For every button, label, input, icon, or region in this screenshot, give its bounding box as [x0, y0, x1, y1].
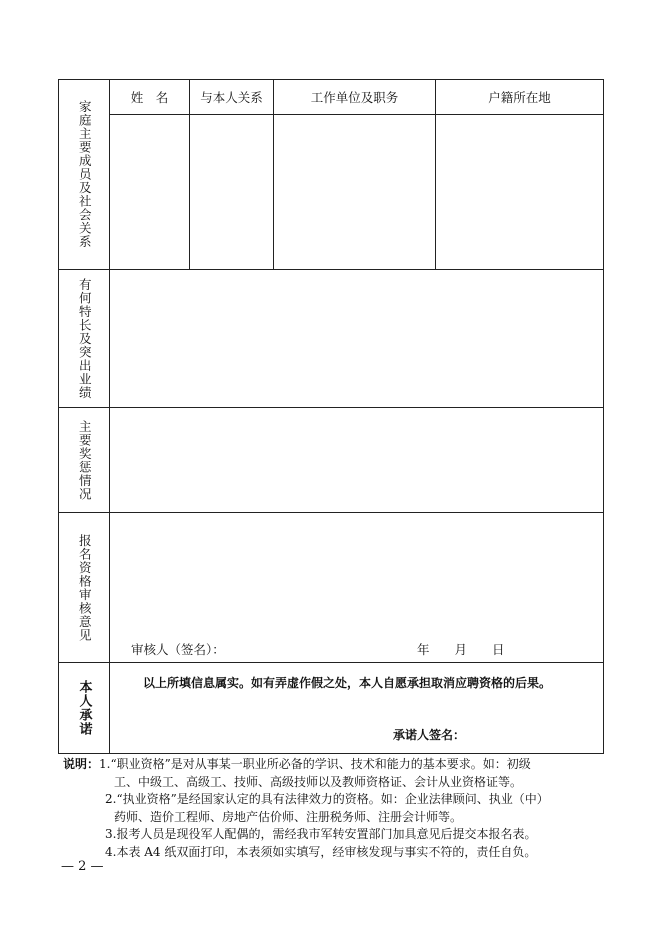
section-divider-review — [59, 662, 603, 663]
col-header-relation: 与本人关系 — [200, 90, 263, 105]
note-1-text-a: 1.“职业资格”是对从事某一职业所必备的学识、技术和能力的基本要求。如：初级 — [99, 757, 531, 771]
specialty-label-text: 有何特长及突出业绩 — [77, 277, 93, 400]
registration-form-table — [58, 79, 604, 754]
page-number: — 2 — — [61, 859, 104, 874]
section-divider-awards — [59, 512, 603, 513]
pledge-signer-label: 承诺人签名： — [393, 728, 466, 742]
family-section-label — [59, 80, 109, 269]
section-divider-specialty — [59, 407, 603, 408]
specialty-section-label — [59, 270, 109, 407]
notes-section — [63, 756, 608, 861]
note-3: 3.报考人员是现役军人配偶的，需经我市军转安置部门加具意见后提交本报名表。 — [105, 827, 537, 841]
label-column-divider — [109, 80, 110, 753]
pledge-label-text: 本人承诺 — [76, 680, 92, 736]
review-label-text: 报名资格审核意见 — [77, 533, 93, 642]
review-section-label — [59, 513, 109, 662]
header-row-divider — [109, 114, 603, 115]
col-header-name: 姓 名 — [130, 90, 169, 105]
awards-section-label — [59, 408, 109, 512]
note-4: 4.本表 A4 纸双面打印，本表须如实填写，经审核发现与事实不符的，责任自负。 — [105, 844, 537, 859]
awards-label-text: 主要奖惩情况 — [77, 419, 93, 501]
reviewer-signature-label: 审核人（签名）： — [131, 642, 225, 657]
note-1-line-2: 工、中级工、高级工、技师、高级技师以及教师资格证、会计从业资格证等。 — [114, 774, 523, 789]
pledge-statement: 以上所填信息属实。如有弄虚作假之处，本人自愿承担取消应聘资格的后果。 — [143, 676, 552, 690]
notes-title: 说明： — [63, 757, 100, 771]
review-date-label: 年 月 日 — [417, 642, 505, 657]
note-1-line-1 — [63, 756, 608, 774]
note-2-line-2: 药师、造价工程师、房地产估价师、注册税务师、注册会计师等。 — [114, 809, 463, 824]
col-header-residence: 户籍所在地 — [488, 90, 551, 105]
pledge-section-label — [59, 663, 109, 753]
col-header-workplace: 工作单位及职务 — [310, 90, 399, 105]
note-2-line-1: 2.“执业资格”是经国家认定的具有法律效力的资格。如：企业法律顾问、执业（中） — [105, 792, 549, 806]
section-divider-family — [59, 269, 603, 270]
family-label-text: 家庭主要成员及社会关系 — [77, 100, 93, 249]
